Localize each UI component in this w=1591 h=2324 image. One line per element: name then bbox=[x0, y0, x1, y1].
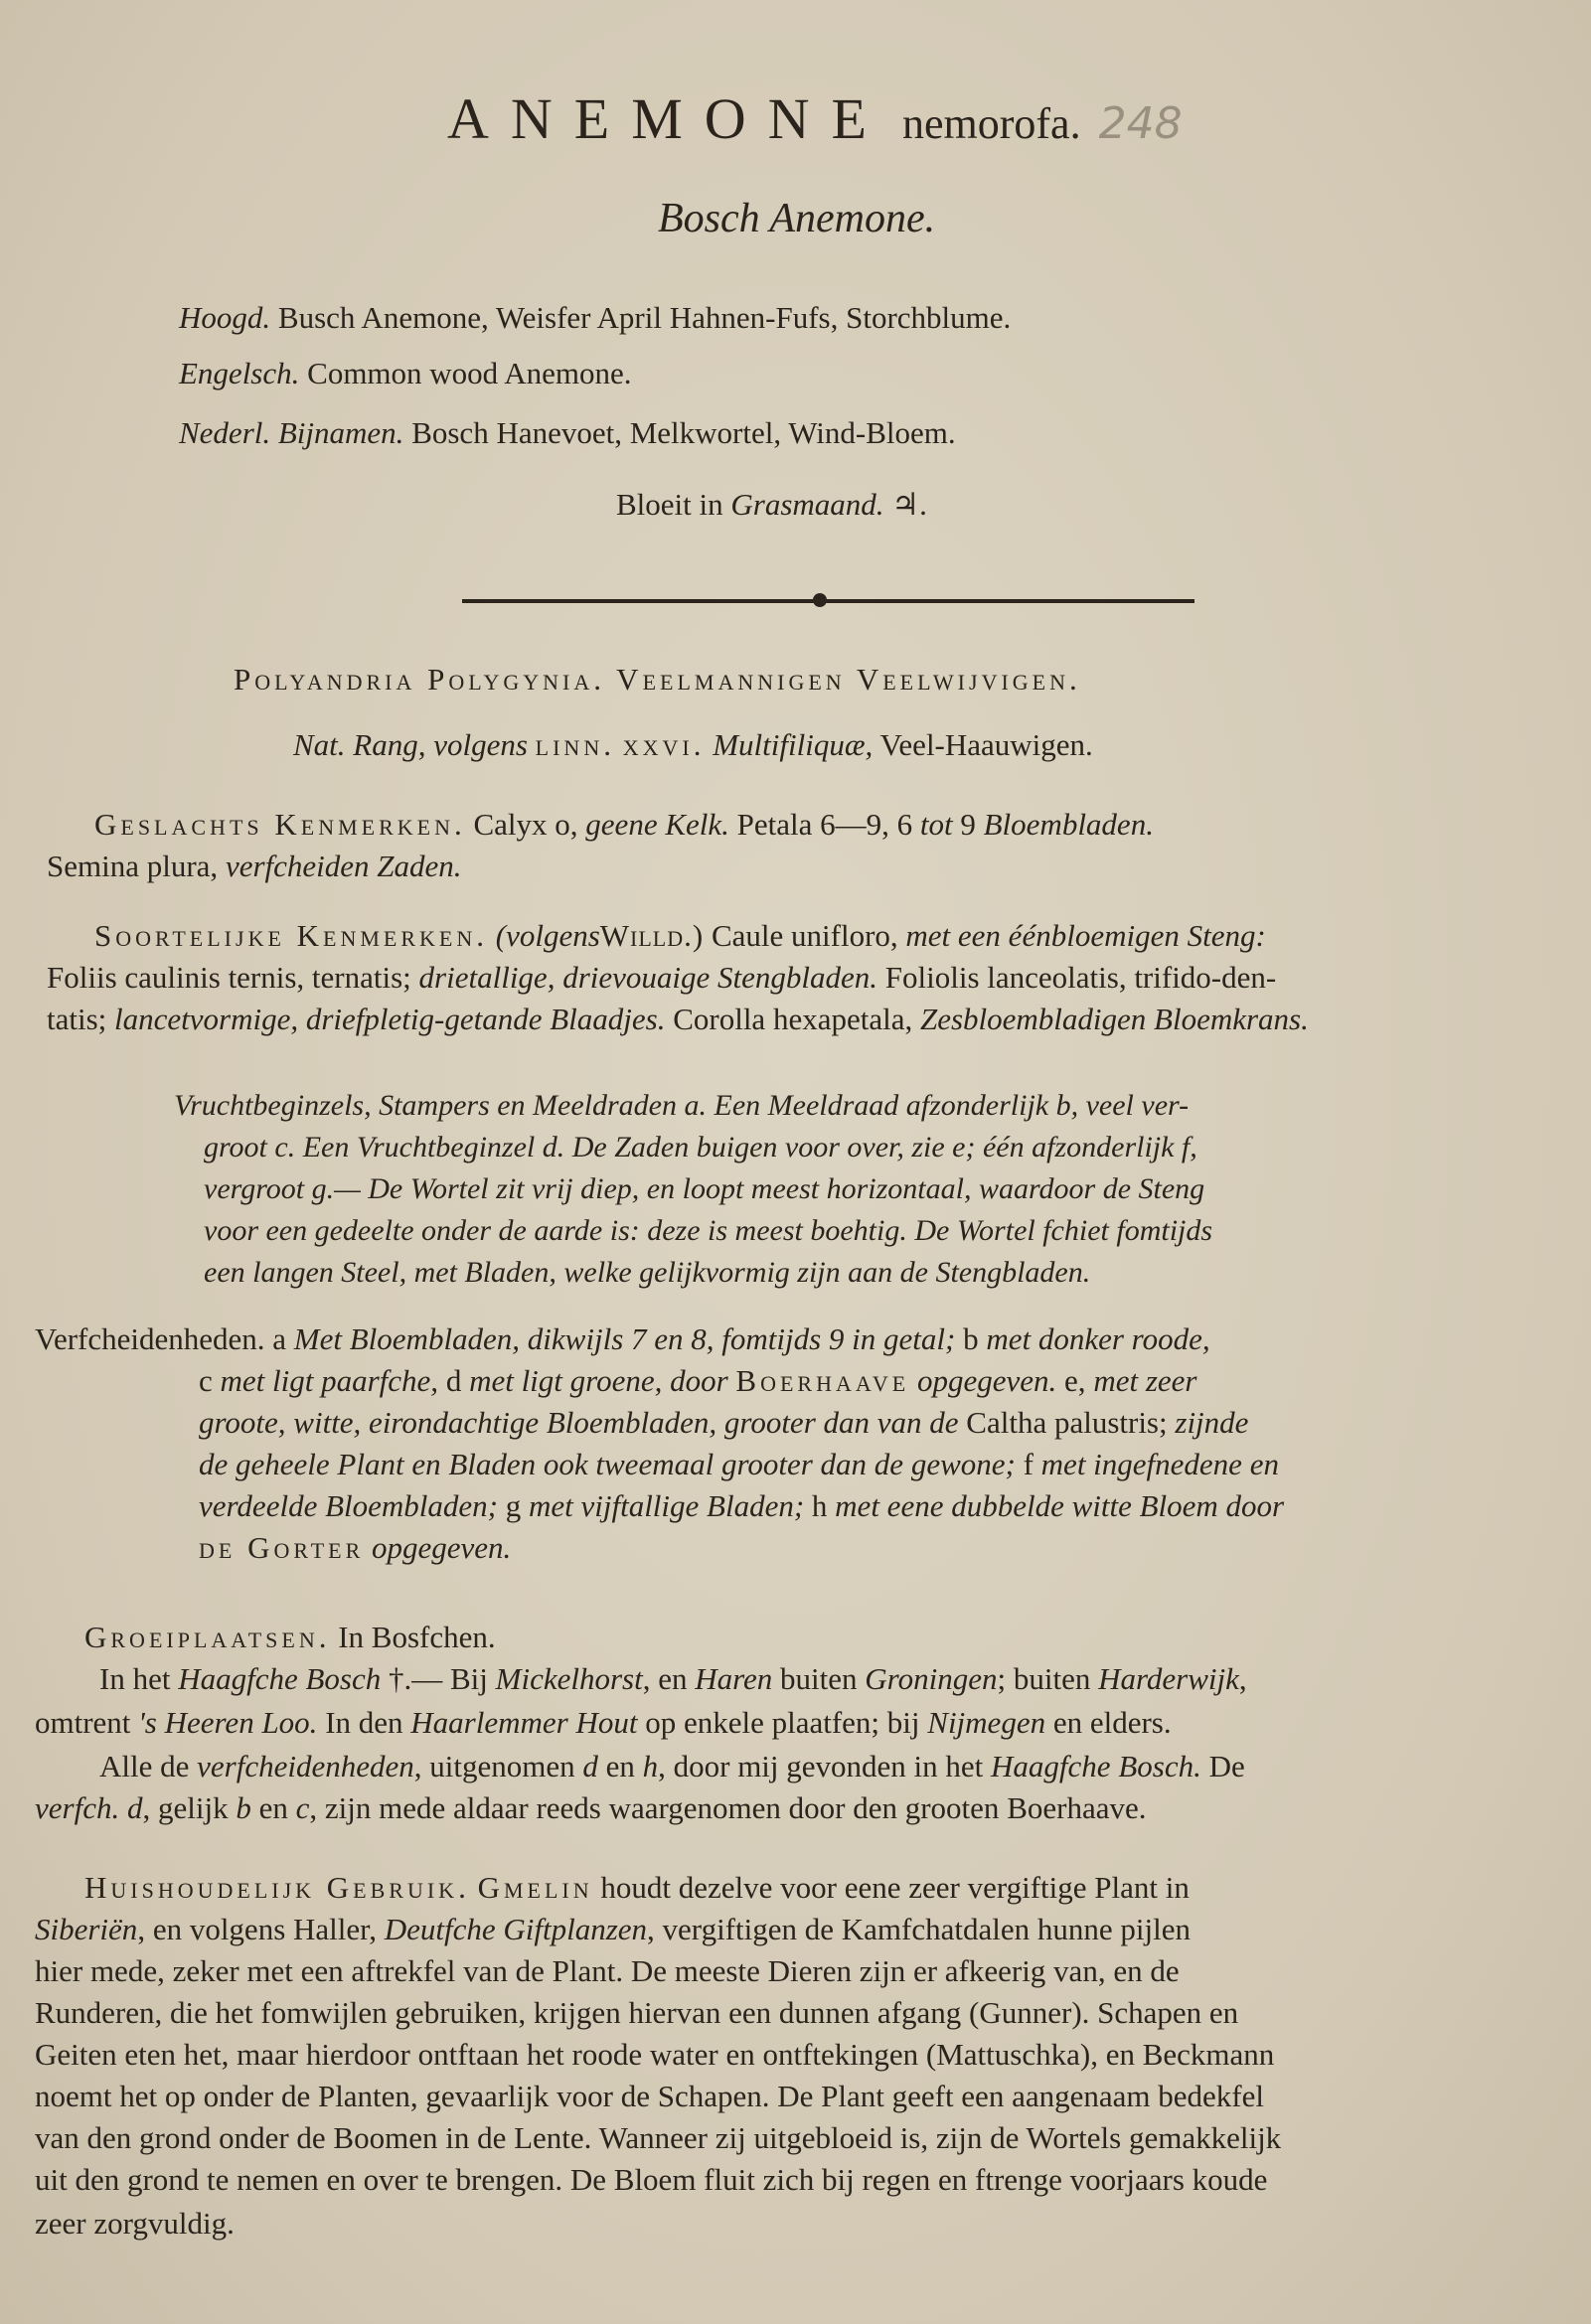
geslachts-kelk: geene Kelk. bbox=[585, 807, 729, 842]
text-run: Harderwijk bbox=[1098, 1661, 1239, 1696]
genus-title: ANEMONE bbox=[447, 86, 888, 151]
variety-text: met ingefnedene en bbox=[1040, 1447, 1279, 1481]
divider-rule bbox=[462, 599, 1194, 603]
geslachts-line-1 bbox=[94, 805, 1154, 845]
soortelijke-willd: Willd.) bbox=[599, 918, 705, 953]
huishoudelijk-line-8: uit den grond te nemen en over te brengen. De Bloem fluit zich bij regen en ftrenge voorjaars koude bbox=[35, 2162, 1268, 2197]
text-run: 's Heeren Loo. bbox=[138, 1705, 318, 1740]
geslachts-calyx: Calyx o, bbox=[473, 807, 578, 842]
huishoudelijk-line-3: hier mede, zeker met een aftrekfel van de Plant. De meeste Dieren zijn er afkeerig van, en de bbox=[35, 1953, 1180, 1988]
text-run: Alle de bbox=[99, 1749, 198, 1783]
text-run: en bbox=[597, 1749, 643, 1783]
text-run: , zijn mede aldaar reeds waargenomen door den grooten bbox=[309, 1790, 1008, 1825]
text-run: en elders. bbox=[1045, 1705, 1172, 1740]
geslachts-petala: Petala 6—9, 6 bbox=[736, 807, 913, 842]
varieties-line-2 bbox=[199, 1361, 1196, 1401]
soortelijke-tatis: tatis; bbox=[47, 1002, 107, 1036]
variety-text: met zeer bbox=[1093, 1363, 1197, 1398]
plate-note-line: een langen Steel, met Bladen, welke gelijkvormig zijn aan de Stengbladen. bbox=[204, 1256, 1091, 1289]
groeiplaatsen-line-1 bbox=[84, 1618, 496, 1657]
geslachts-semina: Semina plura, bbox=[47, 849, 219, 883]
classification-line: Polyandria Polygynia. Veelmannigen Veelwijvigen. bbox=[234, 662, 1081, 697]
text-run: , en bbox=[642, 1661, 696, 1696]
variety-letter: e, bbox=[1064, 1363, 1086, 1398]
text-run: , uitgenomen bbox=[413, 1749, 583, 1783]
variety-text: met vijftallige Bladen; bbox=[528, 1488, 805, 1523]
text-run: Mickelhorst bbox=[495, 1661, 643, 1696]
order-dutch: Veel-Haauwigen. bbox=[879, 727, 1093, 762]
title-row bbox=[447, 86, 1183, 151]
text-run: Deutfche Giftplanzen bbox=[384, 1912, 648, 1946]
text-run: , gelijk bbox=[142, 1790, 237, 1825]
author-name: Boerhaave bbox=[735, 1363, 910, 1398]
text-run: verfcheidenheden bbox=[197, 1749, 414, 1783]
soortelijke-volgens: (volgens bbox=[495, 918, 600, 953]
variety-letter: h bbox=[811, 1488, 828, 1523]
text-run: Haagfche Bosch. bbox=[991, 1749, 1201, 1783]
variety-letter: c bbox=[199, 1363, 213, 1398]
nederl-text: Bosch Hanevoet, Melkwortel, Wind-Bloem. bbox=[411, 415, 956, 450]
text-run: Nijmegen bbox=[927, 1705, 1046, 1740]
variety-letter: d bbox=[445, 1363, 462, 1398]
varieties-line-6 bbox=[199, 1528, 511, 1568]
variety-text: met donker roode, bbox=[986, 1321, 1210, 1356]
variety-letter: a bbox=[272, 1321, 287, 1356]
soortelijke-steng: met een éénbloemigen Steng: bbox=[905, 918, 1266, 953]
text-run: In het bbox=[99, 1661, 179, 1696]
text-run: h bbox=[642, 1749, 659, 1783]
name-engelsch bbox=[179, 354, 632, 393]
text-run: In den bbox=[317, 1705, 411, 1740]
text-run: Haller, bbox=[293, 1912, 385, 1946]
text-run: Groningen bbox=[865, 1661, 998, 1696]
geslachts-bloembladen: Bloembladen. bbox=[983, 807, 1154, 842]
perennial-symbol: ♃. bbox=[891, 487, 927, 522]
text-run: Boerhaave. bbox=[1007, 1790, 1147, 1825]
nat-rang-label: Nat. Rang, volgens bbox=[293, 727, 528, 762]
groeiplaatsen-line-2 bbox=[99, 1659, 1247, 1699]
variety-text: Met Bloembladen, dikwijls 7 en 8, fomtijds 9 in getal; bbox=[293, 1321, 956, 1356]
varieties-line-4 bbox=[199, 1445, 1279, 1484]
huishoudelijk-text: houdt dezelve voor eene zeer vergiftige Plant in bbox=[600, 1870, 1190, 1905]
varieties-line-1 bbox=[35, 1319, 1210, 1359]
order-number: xxvi. bbox=[622, 727, 706, 762]
soortelijke-caule: Caule unifloro, bbox=[711, 918, 898, 953]
text-run: , en volgens bbox=[137, 1912, 294, 1946]
text-run: op enkele plaatfen; bij bbox=[637, 1705, 928, 1740]
variety-text: met ligt paarfche, bbox=[220, 1363, 439, 1398]
text-run: b bbox=[236, 1790, 251, 1825]
soortelijke-bloemkrans: Zesbloembladigen Bloemkrans. bbox=[919, 1002, 1309, 1036]
text-run: ; buiten bbox=[997, 1661, 1099, 1696]
plate-note-line: Vruchtbeginzels, Stampers en Meeldraden a. Een Meeldraad afzonderlijk b, veel ver- bbox=[174, 1089, 1190, 1122]
hoogd-text: Busch Anemone, Weisfer April Hahnen-Fufs, Storchblume. bbox=[277, 300, 1012, 335]
huishoudelijk-label: Huishoudelijk Gebruik. bbox=[84, 1870, 470, 1905]
soortelijke-blaadjes: lancetvormige, driefpletig-getande Blaadjes. bbox=[114, 1002, 666, 1036]
text-run: d bbox=[582, 1749, 598, 1783]
soortelijke-corolla: Corolla hexapetala, bbox=[673, 1002, 913, 1036]
nederl-label: Nederl. Bijnamen. bbox=[179, 415, 404, 450]
plate-note-line: voor een gedeelte onder de aarde is: deze is meest boehtig. De Wortel fchiet fomtijds bbox=[204, 1214, 1213, 1247]
huishoudelijk-line-5: Geiten eten het, maar hierdoor ontftaan het roode water en ontftekingen (Mattuschka), en Beckmann bbox=[35, 2037, 1275, 2072]
geslachts-tot: tot bbox=[919, 807, 953, 842]
variety-letter: b bbox=[963, 1321, 979, 1356]
linn-abbrev: linn. bbox=[535, 727, 615, 762]
groeiplaatsen-line-5 bbox=[35, 1788, 1146, 1828]
author-name: de Gorter bbox=[199, 1530, 365, 1565]
text-run: Haarlemmer Hout bbox=[410, 1705, 638, 1740]
text-run: en bbox=[250, 1790, 296, 1825]
engelsch-label: Engelsch. bbox=[179, 356, 300, 390]
text-run: verfch. d bbox=[35, 1790, 143, 1825]
variety-text: groote, witte, eirondachtige Bloembladen, grooter dan van de bbox=[199, 1405, 959, 1440]
order-latin: Multifiliquæ, bbox=[713, 727, 874, 762]
text-run: †.— Bij bbox=[381, 1661, 496, 1696]
varieties-line-3 bbox=[199, 1403, 1248, 1443]
text-run: omtrent bbox=[35, 1705, 139, 1740]
varieties-label: Verfcheidenheden. bbox=[35, 1321, 265, 1356]
soortelijke-line-1 bbox=[94, 916, 1266, 956]
divider-dot bbox=[813, 593, 827, 607]
soortelijke-line-2 bbox=[47, 958, 1276, 998]
variety-text: verdeelde Bloembladen; bbox=[199, 1488, 498, 1523]
varieties-line-5 bbox=[199, 1486, 1284, 1526]
groeiplaatsen-text: In Bosfchen. bbox=[338, 1620, 496, 1654]
text-run: Haagfche Bosch bbox=[178, 1661, 382, 1696]
huishoudelijk-line-4: Runderen, die het fomwijlen gebruiken, krijgen hiervan een dunnen afgang (Gunner). Schapen en bbox=[35, 1995, 1239, 2030]
plate-note-line: groot c. Een Vruchtbeginzel d. De Zaden buigen voor over, zie e; één afzonderlijk f, bbox=[204, 1131, 1197, 1163]
text-run: , door mij gevonden in het bbox=[658, 1749, 992, 1783]
plate-note-line: vergroot g.— De Wortel zit vrij diep, en loopt meest horizontaal, waardoor de Steng bbox=[204, 1172, 1205, 1205]
name-hoogd bbox=[179, 298, 1011, 338]
bloei-line bbox=[616, 485, 927, 525]
variety-latin: Caltha palustris; bbox=[966, 1405, 1168, 1440]
text-run: , bbox=[1238, 1661, 1247, 1696]
bloei-prefix: Bloeit in bbox=[616, 487, 723, 522]
variety-text: met eene dubbelde witte Bloem door bbox=[835, 1488, 1285, 1523]
bloei-month: Grasmaand. bbox=[730, 487, 884, 522]
geslachts-label: Geslachts Kenmerken. bbox=[94, 807, 466, 842]
nat-rang-line bbox=[293, 725, 1093, 765]
species-name: nemorofa. bbox=[901, 99, 1081, 148]
variety-letter: f bbox=[1023, 1447, 1034, 1481]
variety-letter: g bbox=[505, 1488, 522, 1523]
groeiplaatsen-line-4 bbox=[99, 1747, 1245, 1786]
groeiplaatsen-line-3 bbox=[35, 1703, 1172, 1743]
soortelijke-stengbladen: drietallige, drievouaige Stengbladen. bbox=[418, 960, 878, 995]
handwritten-number: 248 bbox=[1098, 98, 1183, 149]
geslachts-line-2 bbox=[47, 847, 462, 886]
huishoudelijk-line-7: van den grond onder de Boomen in de Lente. Wanneer zij uitgebloeid is, zijn de Wortels gemakkelijk bbox=[35, 2120, 1282, 2155]
author-name: Gmelin bbox=[477, 1870, 593, 1905]
subtitle: Bosch Anemone. bbox=[658, 196, 936, 241]
variety-text: met ligt groene, door bbox=[469, 1363, 728, 1398]
variety-text: opgegeven. bbox=[917, 1363, 1057, 1398]
text-run: c bbox=[295, 1790, 310, 1825]
engelsch-text: Common wood Anemone. bbox=[307, 356, 632, 390]
soortelijke-foliis: Foliis caulinis ternis, ternatis; bbox=[47, 960, 411, 995]
huishoudelijk-line-1 bbox=[84, 1868, 1190, 1908]
huishoudelijk-line-6: noemt het op onder de Planten, gevaarlijk voor de Schapen. De Plant geeft een aangenaam bedekfel bbox=[35, 2079, 1264, 2113]
variety-text: de geheele Plant en Bladen ook tweemaal grooter dan de gewone; bbox=[199, 1447, 1016, 1481]
soortelijke-line-3 bbox=[47, 1000, 1309, 1039]
text-run: Siberiën bbox=[35, 1912, 138, 1946]
soortelijke-foliolis: Foliolis lanceolatis, trifido-den- bbox=[884, 960, 1277, 995]
groeiplaatsen-label: Groeiplaatsen. bbox=[84, 1620, 331, 1654]
variety-text: zijnde bbox=[1175, 1405, 1249, 1440]
hoogd-label: Hoogd. bbox=[179, 300, 271, 335]
text-run: De bbox=[1200, 1749, 1245, 1783]
geslachts-zaden: verfcheiden Zaden. bbox=[225, 849, 462, 883]
geslachts-nine: 9 bbox=[960, 807, 976, 842]
text-run: , vergiftigen de Kamfchatdalen hunne pijlen bbox=[647, 1912, 1191, 1946]
huishoudelijk-line-2 bbox=[35, 1910, 1191, 1949]
name-nederl bbox=[179, 413, 956, 453]
soortelijke-label: Soortelijke Kenmerken. bbox=[94, 918, 488, 953]
huishoudelijk-line-9: zeer zorgvuldig. bbox=[35, 2206, 235, 2241]
text-run: buiten bbox=[772, 1661, 866, 1696]
text-run: Haren bbox=[695, 1661, 773, 1696]
variety-text: opgegeven. bbox=[372, 1530, 512, 1565]
